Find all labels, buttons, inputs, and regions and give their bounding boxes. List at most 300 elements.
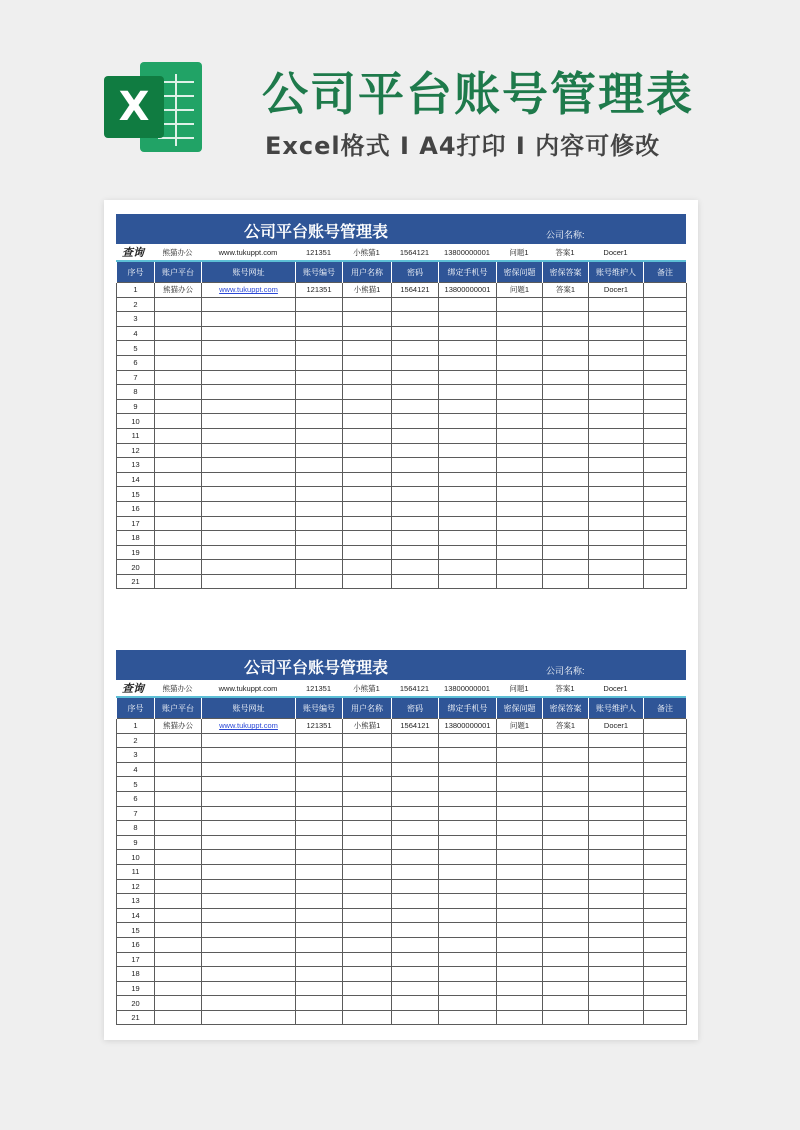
cell-answer[interactable] [543, 850, 589, 865]
cell-maintainer[interactable] [589, 560, 644, 575]
cell-remark[interactable] [644, 283, 687, 298]
cell-platform[interactable] [155, 908, 202, 923]
cell-question[interactable] [497, 806, 543, 821]
cell-phone[interactable] [439, 719, 497, 734]
cell-phone[interactable] [439, 821, 497, 836]
cell-maintainer[interactable] [589, 864, 644, 879]
cell-remark[interactable] [644, 937, 687, 952]
cell-username[interactable] [343, 762, 392, 777]
cell-remark[interactable] [644, 545, 687, 560]
cell-website[interactable] [202, 952, 296, 967]
cell-password[interactable] [392, 835, 439, 850]
cell-password[interactable] [392, 952, 439, 967]
cell-answer[interactable] [543, 923, 589, 938]
cell-index[interactable] [117, 443, 155, 458]
cell-website[interactable] [202, 501, 296, 516]
cell-website[interactable] [202, 560, 296, 575]
cell-phone[interactable] [439, 879, 497, 894]
cell-remark[interactable] [644, 791, 687, 806]
cell-answer[interactable] [543, 777, 589, 792]
cell-platform[interactable] [155, 835, 202, 850]
cell-platform[interactable] [155, 501, 202, 516]
cell-maintainer[interactable] [589, 821, 644, 836]
cell-question[interactable] [497, 531, 543, 546]
cell-website[interactable] [202, 762, 296, 777]
cell-maintainer[interactable] [589, 967, 644, 982]
cell-website[interactable] [202, 443, 296, 458]
cell-question[interactable] [497, 428, 543, 443]
cell-website[interactable] [202, 370, 296, 385]
query-cell-website[interactable]: www.tukuppt.com [218, 247, 278, 257]
cell-question[interactable] [497, 443, 543, 458]
query-cell-answer[interactable]: 答案1 [555, 247, 575, 257]
cell-platform[interactable] [155, 894, 202, 909]
cell-phone[interactable] [439, 312, 497, 327]
cell-account-no[interactable] [296, 574, 343, 589]
cell-password[interactable] [392, 733, 439, 748]
cell-website[interactable] [202, 894, 296, 909]
cell-phone[interactable] [439, 472, 497, 487]
cell-index[interactable] [117, 428, 155, 443]
cell-password[interactable] [392, 967, 439, 982]
cell-answer[interactable] [543, 574, 589, 589]
cell-index[interactable] [117, 733, 155, 748]
cell-website[interactable] [202, 545, 296, 560]
cell-index[interactable] [117, 297, 155, 312]
cell-phone[interactable] [439, 458, 497, 473]
query-cell-username[interactable]: 小熊猫1 [353, 683, 380, 693]
cell-remark[interactable] [644, 414, 687, 429]
cell-question[interactable] [497, 312, 543, 327]
cell-question[interactable] [497, 545, 543, 560]
cell-account-no[interactable] [296, 341, 343, 356]
cell-password[interactable] [392, 894, 439, 909]
cell-maintainer[interactable] [589, 996, 644, 1011]
cell-remark[interactable] [644, 312, 687, 327]
cell-account-no[interactable] [296, 326, 343, 341]
cell-password[interactable] [392, 531, 439, 546]
cell-maintainer[interactable] [589, 385, 644, 400]
cell-question[interactable] [497, 894, 543, 909]
cell-phone[interactable] [439, 937, 497, 952]
query-cell-maintainer[interactable]: Docer1 [603, 247, 628, 257]
cell-question[interactable] [497, 777, 543, 792]
cell-maintainer[interactable] [589, 879, 644, 894]
cell-platform[interactable] [155, 283, 202, 298]
cell-account-no[interactable] [296, 501, 343, 516]
cell-answer[interactable] [543, 952, 589, 967]
cell-question[interactable] [497, 952, 543, 967]
cell-username[interactable] [343, 560, 392, 575]
cell-maintainer[interactable] [589, 312, 644, 327]
cell-index[interactable] [117, 821, 155, 836]
cell-answer[interactable] [543, 981, 589, 996]
cell-username[interactable] [343, 952, 392, 967]
cell-phone[interactable] [439, 806, 497, 821]
cell-website[interactable] [202, 531, 296, 546]
cell-question[interactable] [497, 560, 543, 575]
cell-index[interactable] [117, 864, 155, 879]
cell-index[interactable] [117, 355, 155, 370]
cell-answer[interactable] [543, 487, 589, 502]
cell-question[interactable] [497, 821, 543, 836]
cell-index[interactable] [117, 791, 155, 806]
cell-account-no[interactable] [296, 981, 343, 996]
cell-index[interactable] [117, 1010, 155, 1025]
cell-maintainer[interactable] [589, 748, 644, 763]
cell-remark[interactable] [644, 806, 687, 821]
cell-index[interactable] [117, 472, 155, 487]
cell-website[interactable] [202, 574, 296, 589]
cell-account-no[interactable] [296, 762, 343, 777]
cell-platform[interactable] [155, 385, 202, 400]
cell-website[interactable] [202, 719, 296, 734]
cell-platform[interactable] [155, 981, 202, 996]
cell-platform[interactable] [155, 443, 202, 458]
cell-website[interactable] [202, 312, 296, 327]
cell-answer[interactable] [543, 835, 589, 850]
cell-answer[interactable] [543, 385, 589, 400]
cell-website[interactable] [202, 821, 296, 836]
cell-password[interactable] [392, 545, 439, 560]
cell-index[interactable] [117, 937, 155, 952]
cell-platform[interactable] [155, 341, 202, 356]
cell-index[interactable] [117, 762, 155, 777]
cell-username[interactable] [343, 864, 392, 879]
cell-question[interactable] [497, 487, 543, 502]
cell-answer[interactable] [543, 370, 589, 385]
cell-website[interactable] [202, 923, 296, 938]
cell-question[interactable] [497, 355, 543, 370]
cell-remark[interactable] [644, 385, 687, 400]
cell-username[interactable] [343, 458, 392, 473]
cell-phone[interactable] [439, 996, 497, 1011]
cell-question[interactable] [497, 879, 543, 894]
query-cell-password[interactable]: 1564121 [399, 683, 430, 693]
cell-website[interactable] [202, 864, 296, 879]
cell-index[interactable] [117, 996, 155, 1011]
cell-answer[interactable] [543, 733, 589, 748]
cell-phone[interactable] [439, 355, 497, 370]
cell-phone[interactable] [439, 762, 497, 777]
cell-platform[interactable] [155, 967, 202, 982]
cell-phone[interactable] [439, 967, 497, 982]
cell-phone[interactable] [439, 414, 497, 429]
query-label[interactable]: 查询 [122, 683, 144, 695]
cell-maintainer[interactable] [589, 341, 644, 356]
cell-platform[interactable] [155, 545, 202, 560]
cell-username[interactable] [343, 777, 392, 792]
cell-username[interactable] [343, 996, 392, 1011]
cell-password[interactable] [392, 719, 439, 734]
cell-password[interactable] [392, 864, 439, 879]
query-cell-account-no[interactable]: 121351 [305, 683, 332, 693]
cell-answer[interactable] [543, 967, 589, 982]
cell-remark[interactable] [644, 835, 687, 850]
cell-maintainer[interactable] [589, 733, 644, 748]
cell-account-no[interactable] [296, 806, 343, 821]
cell-maintainer[interactable] [589, 443, 644, 458]
cell-index[interactable] [117, 312, 155, 327]
cell-password[interactable] [392, 937, 439, 952]
cell-password[interactable] [392, 574, 439, 589]
cell-account-no[interactable] [296, 297, 343, 312]
cell-username[interactable] [343, 850, 392, 865]
cell-phone[interactable] [439, 748, 497, 763]
cell-platform[interactable] [155, 326, 202, 341]
cell-question[interactable] [497, 967, 543, 982]
cell-answer[interactable] [543, 908, 589, 923]
cell-maintainer[interactable] [589, 458, 644, 473]
cell-remark[interactable] [644, 879, 687, 894]
cell-remark[interactable] [644, 560, 687, 575]
cell-website[interactable] [202, 341, 296, 356]
cell-index[interactable] [117, 748, 155, 763]
cell-password[interactable] [392, 821, 439, 836]
query-cell-remark[interactable] [643, 680, 686, 696]
cell-maintainer[interactable] [589, 1010, 644, 1025]
cell-account-no[interactable] [296, 908, 343, 923]
cell-platform[interactable] [155, 428, 202, 443]
cell-account-no[interactable] [296, 399, 343, 414]
cell-password[interactable] [392, 1010, 439, 1025]
cell-answer[interactable] [543, 879, 589, 894]
cell-phone[interactable] [439, 531, 497, 546]
cell-remark[interactable] [644, 326, 687, 341]
cell-phone[interactable] [439, 733, 497, 748]
cell-platform[interactable] [155, 458, 202, 473]
cell-password[interactable] [392, 777, 439, 792]
cell-phone[interactable] [439, 908, 497, 923]
cell-answer[interactable] [543, 894, 589, 909]
cell-password[interactable] [392, 283, 439, 298]
cell-platform[interactable] [155, 996, 202, 1011]
cell-answer[interactable] [543, 414, 589, 429]
cell-index[interactable] [117, 414, 155, 429]
cell-answer[interactable] [543, 531, 589, 546]
cell-platform[interactable] [155, 791, 202, 806]
cell-maintainer[interactable] [589, 835, 644, 850]
cell-answer[interactable] [543, 458, 589, 473]
cell-answer[interactable] [543, 791, 589, 806]
cell-account-no[interactable] [296, 967, 343, 982]
cell-username[interactable] [343, 414, 392, 429]
cell-index[interactable] [117, 560, 155, 575]
cell-index[interactable] [117, 487, 155, 502]
cell-account-no[interactable] [296, 370, 343, 385]
cell-website[interactable] [202, 414, 296, 429]
cell-account-no[interactable] [296, 733, 343, 748]
cell-website[interactable] [202, 748, 296, 763]
cell-index[interactable] [117, 516, 155, 531]
cell-platform[interactable] [155, 821, 202, 836]
cell-question[interactable] [497, 414, 543, 429]
cell-index[interactable] [117, 967, 155, 982]
cell-index[interactable] [117, 326, 155, 341]
cell-account-no[interactable] [296, 443, 343, 458]
cell-platform[interactable] [155, 850, 202, 865]
cell-index[interactable] [117, 806, 155, 821]
cell-username[interactable] [343, 937, 392, 952]
cell-index[interactable] [117, 894, 155, 909]
cell-remark[interactable] [644, 762, 687, 777]
cell-maintainer[interactable] [589, 923, 644, 938]
cell-phone[interactable] [439, 283, 497, 298]
cell-remark[interactable] [644, 996, 687, 1011]
cell-platform[interactable] [155, 355, 202, 370]
cell-password[interactable] [392, 443, 439, 458]
cell-account-no[interactable] [296, 791, 343, 806]
cell-answer[interactable] [543, 516, 589, 531]
cell-phone[interactable] [439, 574, 497, 589]
cell-password[interactable] [392, 428, 439, 443]
cell-account-no[interactable] [296, 283, 343, 298]
cell-question[interactable] [497, 516, 543, 531]
cell-account-no[interactable] [296, 923, 343, 938]
cell-phone[interactable] [439, 341, 497, 356]
cell-platform[interactable] [155, 748, 202, 763]
cell-maintainer[interactable] [589, 762, 644, 777]
cell-platform[interactable] [155, 777, 202, 792]
cell-username[interactable] [343, 312, 392, 327]
cell-phone[interactable] [439, 443, 497, 458]
cell-username[interactable] [343, 487, 392, 502]
cell-website[interactable] [202, 908, 296, 923]
cell-platform[interactable] [155, 516, 202, 531]
cell-maintainer[interactable] [589, 894, 644, 909]
cell-phone[interactable] [439, 428, 497, 443]
cell-question[interactable] [497, 472, 543, 487]
cell-password[interactable] [392, 341, 439, 356]
cell-account-no[interactable] [296, 777, 343, 792]
cell-remark[interactable] [644, 516, 687, 531]
cell-question[interactable] [497, 399, 543, 414]
cell-remark[interactable] [644, 777, 687, 792]
cell-answer[interactable] [543, 996, 589, 1011]
cell-phone[interactable] [439, 835, 497, 850]
cell-index[interactable] [117, 719, 155, 734]
cell-maintainer[interactable] [589, 719, 644, 734]
cell-remark[interactable] [644, 531, 687, 546]
cell-index[interactable] [117, 341, 155, 356]
cell-password[interactable] [392, 981, 439, 996]
cell-username[interactable] [343, 501, 392, 516]
cell-maintainer[interactable] [589, 952, 644, 967]
cell-maintainer[interactable] [589, 806, 644, 821]
cell-website[interactable] [202, 981, 296, 996]
cell-website[interactable] [202, 791, 296, 806]
cell-phone[interactable] [439, 326, 497, 341]
cell-maintainer[interactable] [589, 777, 644, 792]
cell-platform[interactable] [155, 414, 202, 429]
cell-website[interactable] [202, 399, 296, 414]
cell-password[interactable] [392, 908, 439, 923]
cell-question[interactable] [497, 850, 543, 865]
cell-account-no[interactable] [296, 312, 343, 327]
cell-password[interactable] [392, 355, 439, 370]
cell-maintainer[interactable] [589, 574, 644, 589]
cell-password[interactable] [392, 748, 439, 763]
cell-account-no[interactable] [296, 821, 343, 836]
cell-phone[interactable] [439, 864, 497, 879]
cell-index[interactable] [117, 458, 155, 473]
cell-question[interactable] [497, 1010, 543, 1025]
cell-remark[interactable] [644, 733, 687, 748]
cell-website[interactable] [202, 806, 296, 821]
cell-website[interactable] [202, 297, 296, 312]
cell-account-no[interactable] [296, 414, 343, 429]
cell-remark[interactable] [644, 458, 687, 473]
cell-phone[interactable] [439, 487, 497, 502]
cell-account-no[interactable] [296, 458, 343, 473]
cell-username[interactable] [343, 355, 392, 370]
query-label[interactable]: 查询 [122, 247, 144, 259]
cell-password[interactable] [392, 879, 439, 894]
cell-answer[interactable] [543, 1010, 589, 1025]
cell-index[interactable] [117, 879, 155, 894]
query-cell-question[interactable]: 问题1 [509, 683, 529, 693]
cell-phone[interactable] [439, 545, 497, 560]
cell-password[interactable] [392, 385, 439, 400]
cell-question[interactable] [497, 748, 543, 763]
cell-account-no[interactable] [296, 850, 343, 865]
cell-maintainer[interactable] [589, 791, 644, 806]
cell-question[interactable] [497, 908, 543, 923]
query-cell-remark[interactable] [643, 244, 686, 260]
cell-answer[interactable] [543, 864, 589, 879]
cell-remark[interactable] [644, 399, 687, 414]
cell-platform[interactable] [155, 1010, 202, 1025]
cell-platform[interactable] [155, 864, 202, 879]
cell-website[interactable] [202, 283, 296, 298]
cell-account-no[interactable] [296, 545, 343, 560]
cell-account-no[interactable] [296, 952, 343, 967]
cell-index[interactable] [117, 923, 155, 938]
cell-answer[interactable] [543, 326, 589, 341]
cell-phone[interactable] [439, 501, 497, 516]
cell-phone[interactable] [439, 399, 497, 414]
query-cell-account-no[interactable]: 121351 [305, 247, 332, 257]
cell-platform[interactable] [155, 952, 202, 967]
cell-question[interactable] [497, 385, 543, 400]
cell-account-no[interactable] [296, 1010, 343, 1025]
cell-remark[interactable] [644, 1010, 687, 1025]
cell-index[interactable] [117, 370, 155, 385]
cell-question[interactable] [497, 937, 543, 952]
cell-phone[interactable] [439, 981, 497, 996]
cell-question[interactable] [497, 341, 543, 356]
cell-maintainer[interactable] [589, 326, 644, 341]
cell-phone[interactable] [439, 385, 497, 400]
cell-website[interactable] [202, 487, 296, 502]
query-cell-question[interactable]: 问题1 [509, 247, 529, 257]
query-cell-phone[interactable]: 13800000001 [444, 247, 490, 257]
cell-website[interactable] [202, 428, 296, 443]
cell-password[interactable] [392, 370, 439, 385]
cell-maintainer[interactable] [589, 545, 644, 560]
cell-account-no[interactable] [296, 996, 343, 1011]
cell-account-no[interactable] [296, 516, 343, 531]
cell-phone[interactable] [439, 560, 497, 575]
cell-remark[interactable] [644, 355, 687, 370]
cell-website[interactable] [202, 458, 296, 473]
cell-username[interactable] [343, 806, 392, 821]
cell-maintainer[interactable] [589, 355, 644, 370]
cell-question[interactable] [497, 370, 543, 385]
cell-maintainer[interactable] [589, 428, 644, 443]
cell-username[interactable] [343, 981, 392, 996]
cell-username[interactable] [343, 879, 392, 894]
